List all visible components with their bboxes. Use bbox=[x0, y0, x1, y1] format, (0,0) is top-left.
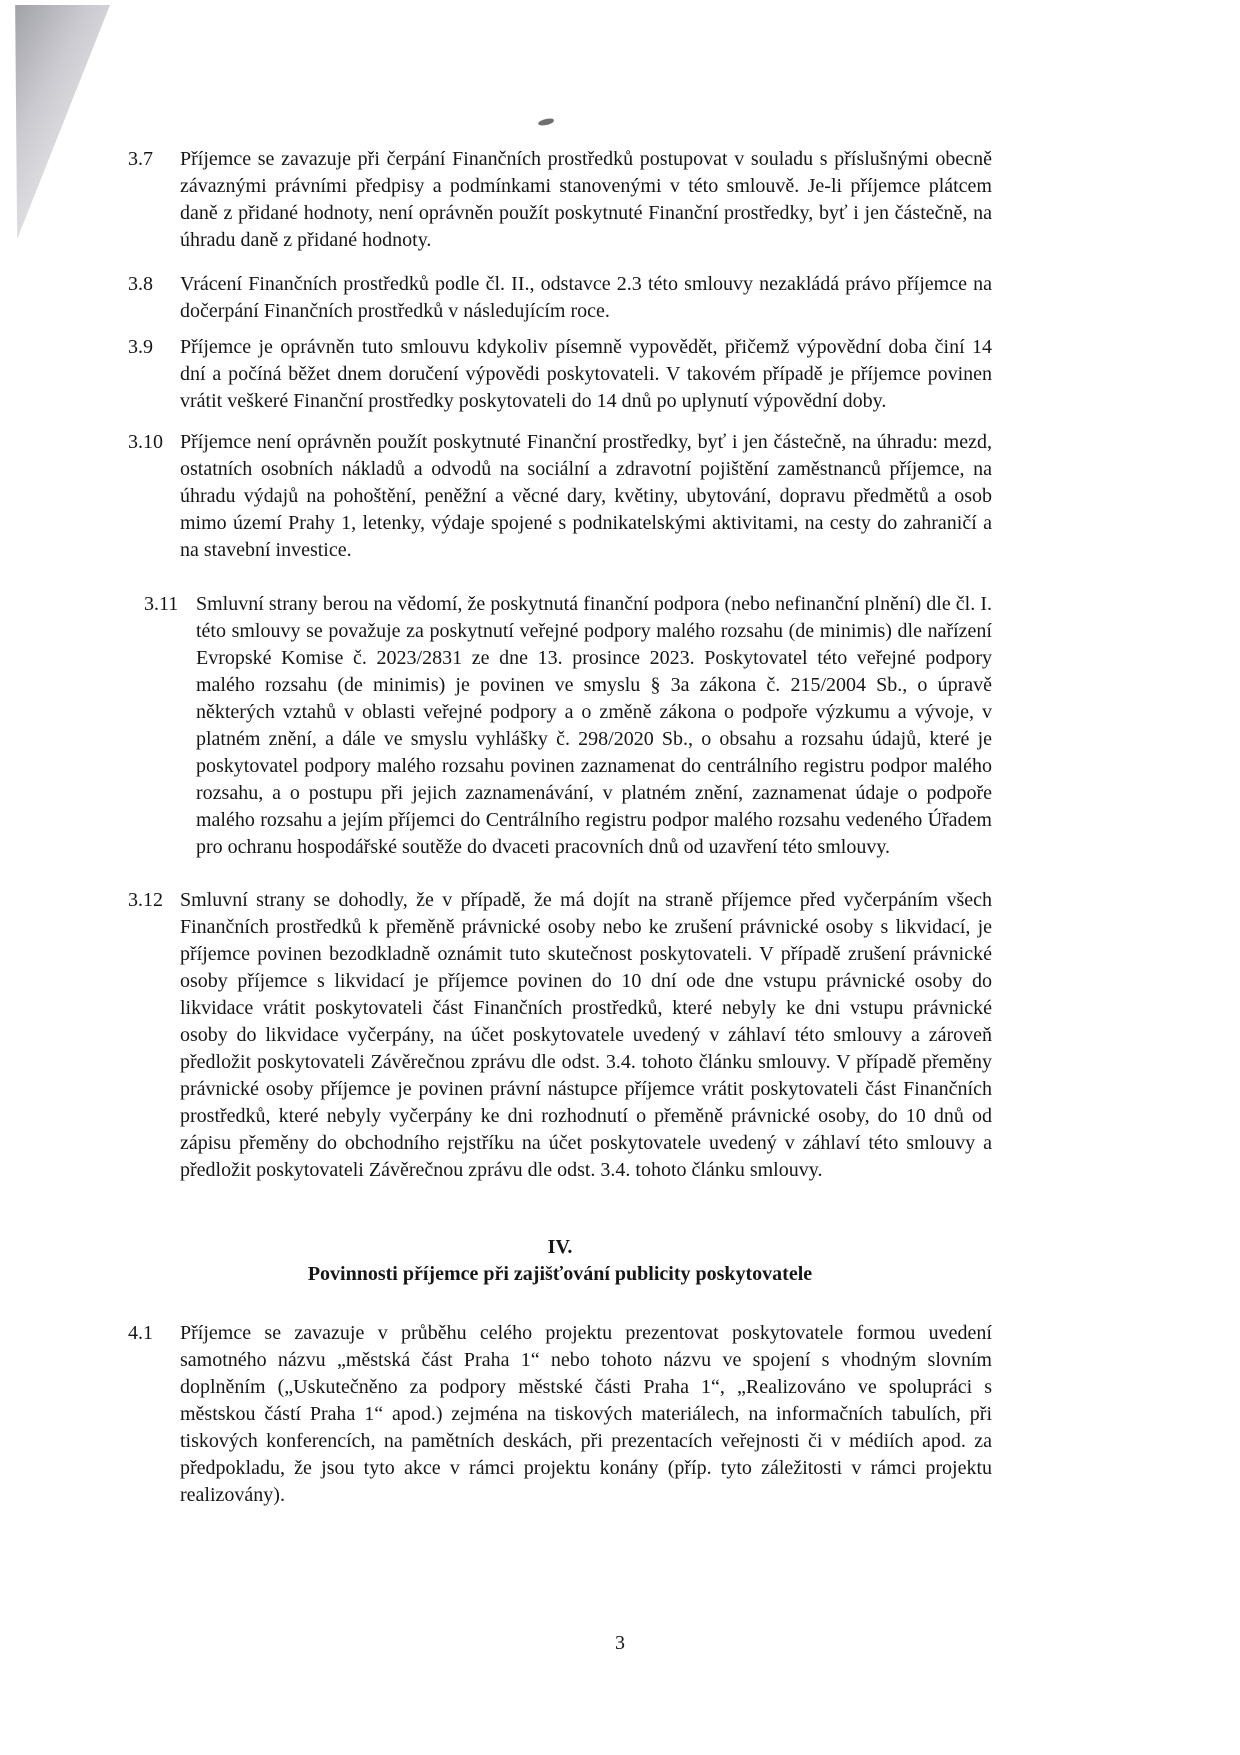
clause-3-7 bbox=[128, 146, 992, 254]
clause-text: Vrácení Finančních prostředků podle čl. II., odstavce 2.3 této smlouvy nezakládá právo příjemce na dočerpání Finančních prostředků v následujícím roce. bbox=[180, 273, 992, 322]
clause-text: Příjemce se zavazuje v průběhu celého projektu prezentovat poskytovatele formou uvedení samotného názvu „městská část Praha 1“ nebo tohoto názvu ve spojení s vhodným slovním doplněním („Uskutečněno za podpory městské části Praha 1“, „Realizováno ve spolupráci s městskou částí Praha 1“ apod.) zejména na tiskových materiálech, na informačních tabulích, při tiskových konferencích, na pamětních deskách, při prezentacích veřejnosti či v médiích apod. za předpokladu, že jsou tyto akce v rámci projektu konány (příp. tyto záležitosti v rámci projektu realizovány). bbox=[180, 1322, 992, 1506]
clause-3-11 bbox=[128, 591, 992, 861]
clause-text: Příjemce se zavazuje při čerpání Finančních prostředků postupovat v souladu s příslušnými obecně závaznými právními předpisy a podmínkami stanovenými v této smlouvě. Je-li příjemce plátcem daně z přidané hodnoty, není oprávněn použít poskytnuté Finanční prostředky, byť i jen částečně, na úhradu daně z přidané hodnoty. bbox=[180, 148, 992, 251]
clause-text: Příjemce není oprávněn použít poskytnuté Finanční prostředky, byť i jen částečně, na úhradu: mezd, ostatních osobních nákladů a odvodů na sociální a zdravotní pojištění zaměstnanců příjemce, na úhradu výdajů na pohoštění, peněžní a věcné dary, květiny, ubytování, dopravu předmětů a osob mimo území Prahy 1, letenky, výdaje spojené s podnikatelskými aktivitami, na cesty do zahraničí a na stavební investice. bbox=[180, 431, 992, 561]
clause-number: 3.10 bbox=[128, 431, 163, 453]
contract-body bbox=[128, 146, 992, 1509]
clause-4-1 bbox=[128, 1320, 992, 1509]
clause-3-8 bbox=[128, 271, 992, 325]
clause-number: 3.8 bbox=[128, 273, 153, 295]
clause-number: 4.1 bbox=[128, 1322, 153, 1344]
clause-number: 3.7 bbox=[128, 148, 153, 170]
clause-text: Smluvní strany se dohodly, že v případě, že má dojít na straně příjemce před vyčerpáním všech Finančních prostředků k přeměně právnické osoby nebo ke zrušení právnické osoby s likvidací, je příjemce povinen bezodkladně oznámit tuto skutečnost poskytovateli. V případě zrušení právnické osoby příjemce s likvidací je příjemce povinen do 10 dní ode dne vstupu právnické osoby do likvidace vrátit poskytovateli část Finančních prostředků, které nebyly ke dni vstupu právnické osoby do likvidace vyčerpány, na účet poskytovatele uvedený v záhlaví této smlouvy a zároveň předložit poskytovateli Závěrečnou zprávu dle odst. 3.4. tohoto článku smlouvy. V případě přeměny právnické osoby příjemce je povinen právní nástupce příjemce vrátit poskytovateli část Finančních prostředků, které nebyly vyčerpány ke dni rozhodnutí o přeměně právnické osoby, do 10 dnů od zápisu přeměny do obchodního rejstříku na účet poskytovatele uvedený v záhlaví této smlouvy a předložit poskytovateli Závěrečnou zprávu dle odst. 3.4. tohoto článku smlouvy. bbox=[180, 889, 992, 1181]
article-numeral: IV. bbox=[547, 1236, 573, 1258]
article-iv-heading bbox=[128, 1234, 992, 1288]
page-number: 3 bbox=[615, 1632, 625, 1654]
clause-number: 3.11 bbox=[144, 593, 179, 615]
clause-text: Příjemce je oprávněn tuto smlouvu kdykoliv písemně vypovědět, přičemž výpovědní doba činí 14 dní a počíná běžet dnem doručení výpovědi poskytovateli. V takovém případě je příjemce povinen vrátit veškeré Finanční prostředky poskytovateli do 14 dnů po uplynutí výpovědní doby. bbox=[180, 336, 992, 412]
clause-3-9 bbox=[128, 334, 992, 415]
scan-artifact bbox=[538, 118, 555, 127]
clause-number: 3.9 bbox=[128, 336, 153, 358]
clause-3-12 bbox=[128, 887, 992, 1184]
article-title: Povinnosti příjemce při zajišťování publicity poskytovatele bbox=[307, 1263, 813, 1285]
clause-3-10 bbox=[128, 429, 992, 564]
page-fold-corner bbox=[8, 5, 110, 239]
clause-text: Smluvní strany berou na vědomí, že poskytnutá finanční podpora (nebo nefinanční plnění) dle čl. I. této smlouvy se považuje za poskytnutí veřejné podpory malého rozsahu (de minimis) dle nařízení Evropské Komise č. 2023/2831 ze dne 13. prosince 2023. Poskytovatel této veřejné podpory malého rozsahu (de minimis) je povinen ve smyslu § 3a zákona č. 215/2004 Sb., o úpravě některých vztahů v oblasti veřejné podpory a o změně zákona o podpoře výzkumu a vývoje, v platném znění, a dále ve smyslu vyhlášky č. 298/2020 Sb., o obsahu a rozsahu údajů, které je poskytovatel podpory malého rozsahu povinen zaznamenat do centrálního registru podpor malého rozsahu, a o postupu při jejich zaznamenávání, v platném znění, zaznamenat údaje o podpoře malého rozsahu a jejím příjemci do Centrálního registru podpor malého rozsahu vedeného Úřadem pro ochranu hospodářské soutěže do dvaceti pracovních dnů od uzavření této smlouvy. bbox=[196, 593, 992, 858]
clause-number: 3.12 bbox=[128, 889, 163, 911]
